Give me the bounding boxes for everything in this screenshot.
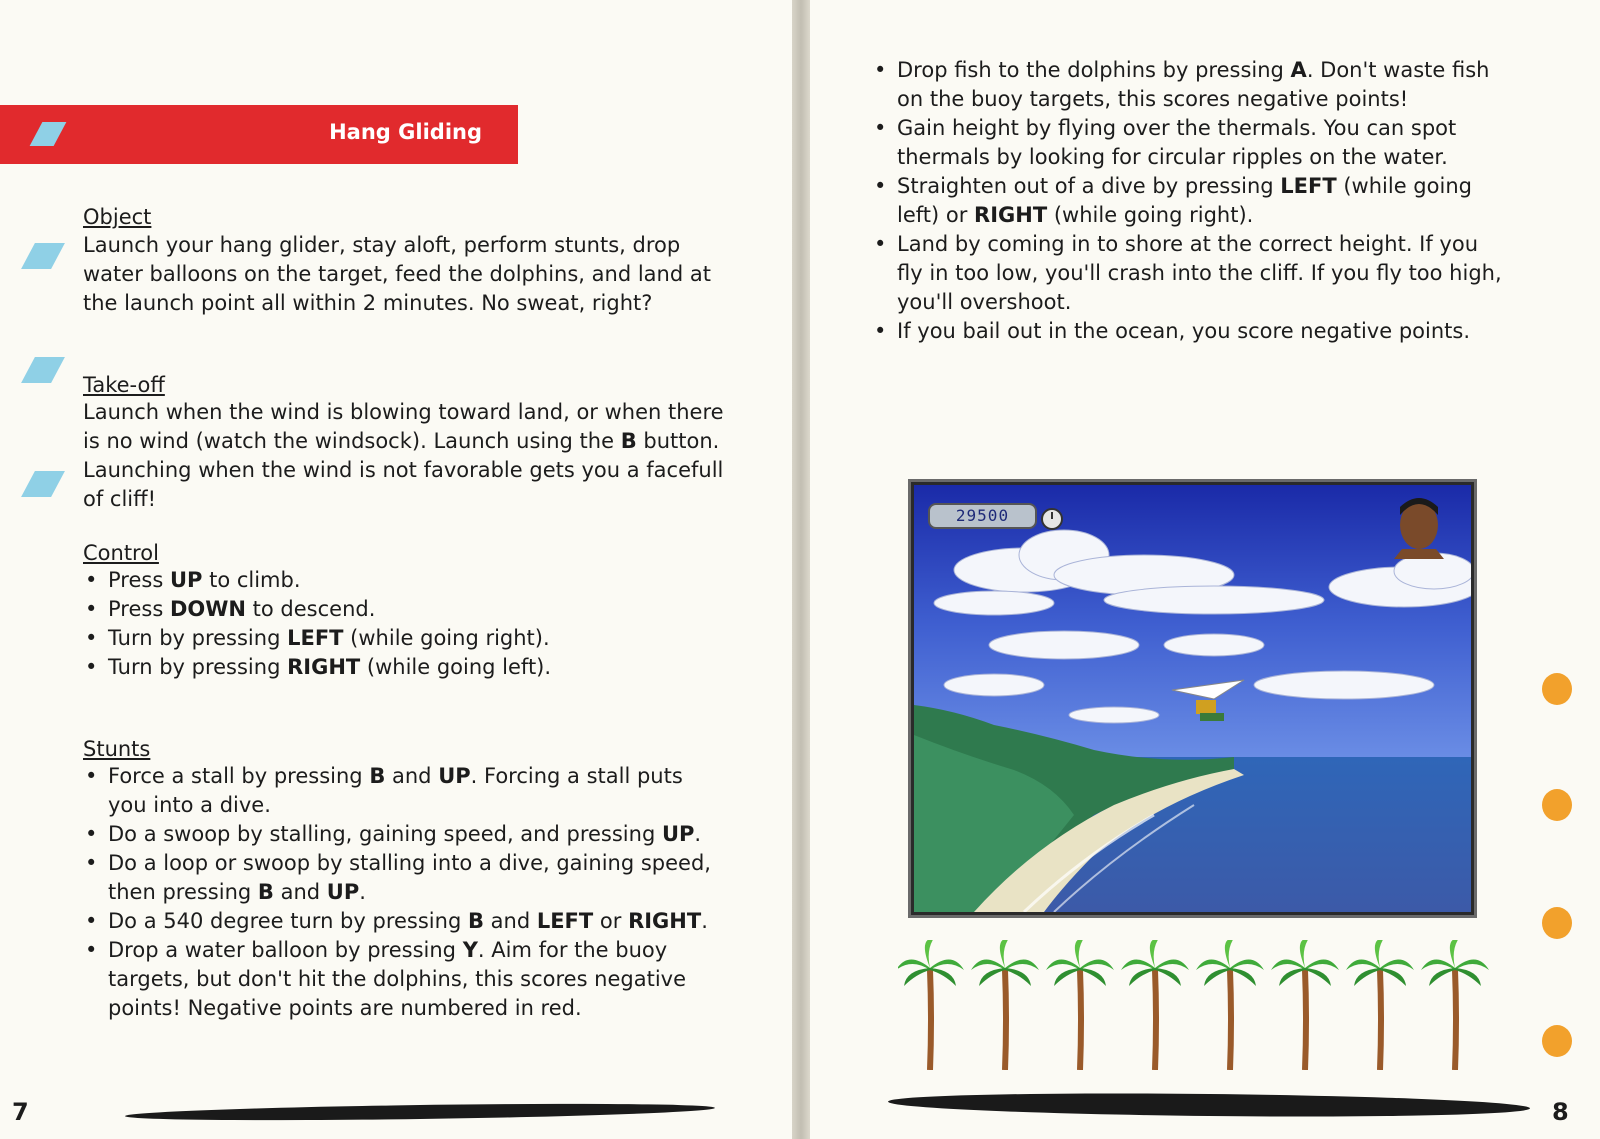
list-item: • Do a loop or swoop by stalling into a dive, gaining speed, then pressing B and UP. (83, 849, 723, 907)
left-page (0, 0, 792, 1139)
takeoff-heading: Take-off (83, 373, 165, 397)
list-item: • Drop a water balloon by pressing Y. Aim for the buoy targets, but don't hit the dolphins, this scores negative points! Negative points are numbered in red. (83, 936, 723, 1023)
palm-tree-icon (971, 940, 1039, 1070)
brush-stroke-divider (888, 1091, 1530, 1120)
banner-parallelogram-mark (30, 122, 67, 146)
list-item: • If you bail out in the ocean, you score negative points. (872, 317, 1502, 346)
game-screenshot (911, 482, 1474, 915)
palm-tree-icon (1421, 940, 1489, 1070)
orange-dot (1542, 789, 1572, 821)
palm-tree-icon (1346, 940, 1414, 1070)
orange-dot (1542, 673, 1572, 705)
margin-mark (21, 357, 65, 383)
score-display: 29500 (928, 503, 1037, 529)
margin-mark (21, 471, 65, 497)
palm-tree-icon (898, 940, 964, 1070)
list-item: • Turn by pressing RIGHT (while going left). (83, 653, 733, 682)
list-item: • Drop fish to the dolphins by pressing A. Don't waste fish on the buoy targets, this scores negative points! (872, 56, 1502, 114)
tips-list (872, 56, 1502, 346)
list-item: • Land by coming in to shore at the correct height. If you fly in too low, you'll crash into the cliff. If you fly too high, you'll overshoot. (872, 230, 1502, 317)
banner-title: Hang Gliding (329, 120, 482, 144)
brush-stroke-divider (125, 1101, 715, 1123)
palm-tree-row (898, 940, 1498, 1070)
page-number-left: 7 (12, 1098, 29, 1126)
page-number-right: 8 (1552, 1098, 1569, 1126)
stopwatch-icon (1042, 509, 1062, 529)
section-banner (0, 105, 518, 164)
book-spine (792, 0, 810, 1139)
list-item: • Press DOWN to descend. (83, 595, 733, 624)
list-item: • Gain height by flying over the thermals. You can spot thermals by looking for circular ripples on the water. (872, 114, 1502, 172)
orange-dot (1542, 1025, 1572, 1057)
player-portrait (1394, 498, 1444, 559)
list-item: • Turn by pressing LEFT (while going right). (83, 624, 733, 653)
control-heading: Control (83, 541, 159, 565)
list-item: • Straighten out of a dive by pressing LEFT (while going left) or RIGHT (while going right). (872, 172, 1502, 230)
orange-dot (1542, 907, 1572, 939)
stunts-list (83, 762, 723, 1023)
control-list (83, 566, 733, 682)
object-text: Launch your hang glider, stay aloft, perform stunts, drop water balloons on the target, feed the dolphins, and land at the launch point all within 2 minutes. No sweat, right? (83, 233, 711, 315)
list-item: • Do a swoop by stalling, gaining speed, and pressing UP. (83, 820, 723, 849)
palm-tree-icon (1271, 940, 1339, 1070)
object-heading: Object (83, 205, 152, 229)
list-item: • Force a stall by pressing B and UP. Forcing a stall puts you into a dive. (83, 762, 723, 820)
palm-tree-icon (1196, 940, 1264, 1070)
list-item: • Press UP to climb. (83, 566, 733, 595)
margin-mark (21, 243, 65, 269)
stunts-heading: Stunts (83, 737, 151, 761)
game-scene (914, 485, 1471, 912)
palm-tree-icon (1121, 940, 1189, 1070)
palm-tree-icon (1046, 940, 1114, 1070)
list-item: • Do a 540 degree turn by pressing B and LEFT or RIGHT. (83, 907, 723, 936)
takeoff-text: Launch when the wind is blowing toward land, or when there is no wind (watch the windsock). Launch using the B button. Launching when the wind is not favorable gets you a facefull of cliff! (83, 400, 724, 511)
